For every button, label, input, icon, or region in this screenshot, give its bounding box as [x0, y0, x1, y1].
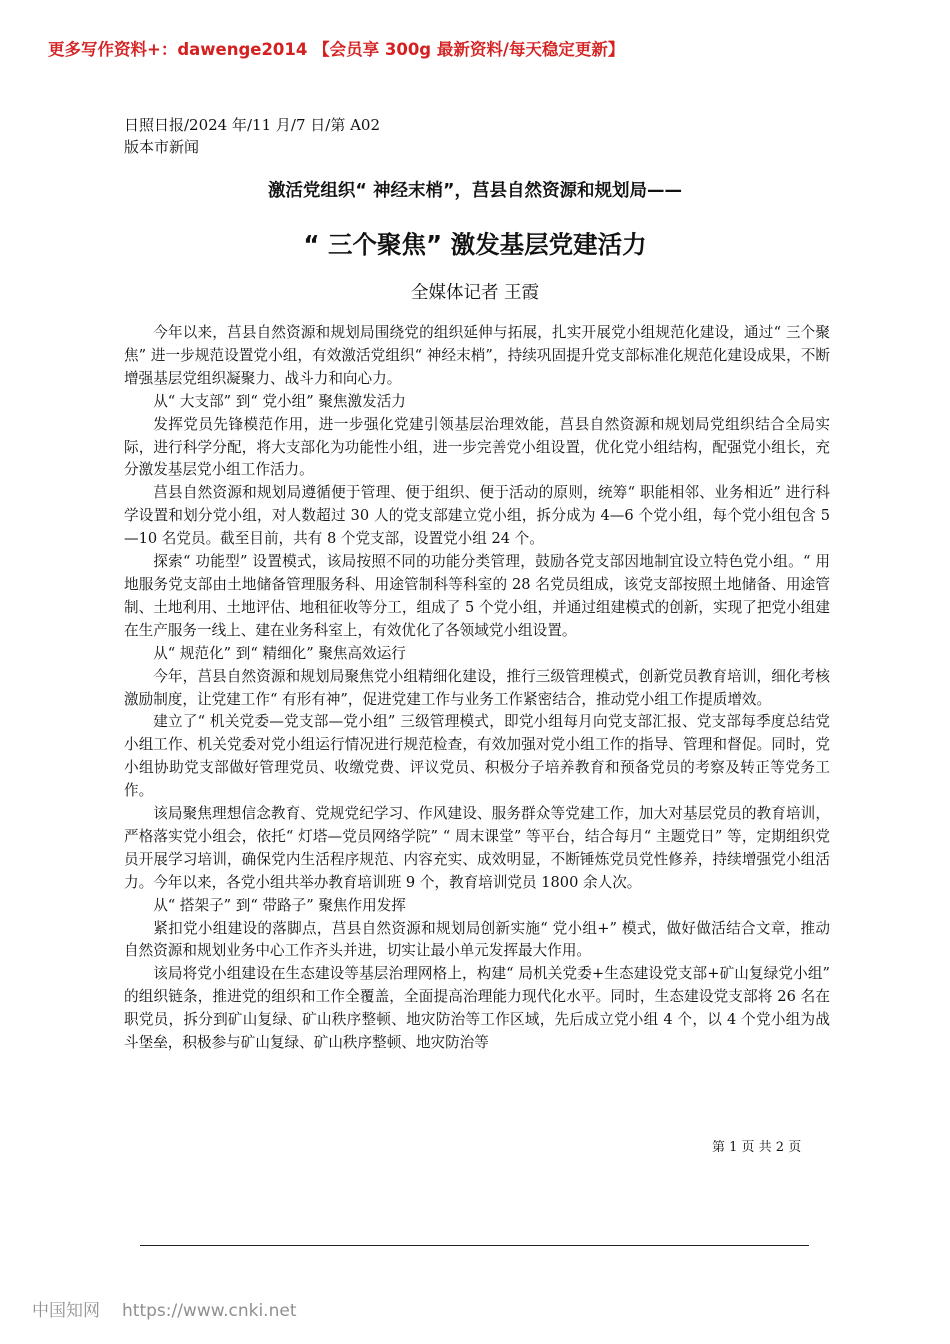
paragraph: 该局将党小组建设在生态建设等基层治理网格上，构建“ 局机关党委+生态建设党支部+矿山复绿党小组” 的组织链条，推进党的组织和工作全覆盖，全面提高治理能力现代化水平。同时，生态建设党支部将 26 名在职党员，拆分到矿山复绿、矿山秩序整顿、地灾防治等工作区域，先后成立党小组 4 个，以 4 个党小组为战斗堡垒，积极参与矿山复绿、矿山秩序整顿、地灾防治等: [124, 965, 830, 1052]
section-heading: 从“ 搭架子” 到“ 带路子” 聚焦作用发挥: [153, 896, 406, 914]
cnki-watermark: [32, 1296, 318, 1321]
paragraph: 今年，莒县自然资源和规划局聚焦党小组精细化建设，推行三级管理模式，创新党员教育培训，细化考核激励制度，让党建工作“ 有形有神”，促进党建工作与业务工作紧密结合，推动党小组工作提质增效。: [124, 667, 830, 708]
paragraph: 紧扣党小组建设的落脚点，莒县自然资源和规划局创新实施“ 党小组+” 模式，做好做活结合文章，推动自然资源和规划业务中心工作齐头并进，切实让最小单元发挥最大作用。: [124, 919, 830, 960]
article-subheadline: 激活党组织“ 神经末梢”，莒县自然资源和规划局——: [267, 181, 683, 201]
page-number: 第 1 页 共 2 页: [712, 1140, 802, 1155]
paragraph: 建立了“ 机关党委—党支部—党小组” 三级管理模式，即党小组每月向党支部汇报、党支部每季度总结党小组工作、机关党委对党小组运行情况进行规范检查，有效加强对党小组工作的指导、管理和督促。同时，党小组协助党支部做好管理党员、收缴党费、评议党员、积极分子培养教育和预备党员的考察及转正等党务工作。: [124, 713, 830, 800]
article-byline: 全媒体记者 王霞: [410, 283, 540, 303]
section-heading: 从“ 大支部” 到“ 党小组” 聚焦激发活力: [153, 392, 406, 410]
section-heading: 从“ 规范化” 到“ 精细化” 聚焦高效运行: [153, 644, 406, 662]
article-body: [124, 322, 830, 1055]
paragraph: 发挥党员先锋模范作用，进一步强化党建引领基层治理效能，莒县自然资源和规划局党组织结合全局实际，进行科学分配，将大支部化为功能性小组，进一步完善党小组设置，优化党小组结构，配强党小组长，充分激发基层党小组工作活力。: [124, 415, 830, 479]
paragraph: 探索“ 功能型” 设置模式，该局按照不同的功能分类管理，鼓励各党支部因地制宜设立特色党小组。“ 用地服务党支部由土地储备管理服务科、用途管制科等科室的 28 名党员组成，该党支部按照土地储备、用途管制、土地利用、土地评估、地租征收等分工，组成了 5 个党小组，并通过组建模式的创新，实现了把党小组建在生产服务一线上、建在业务科室上，有效优化了各领域党小组设置。: [124, 553, 830, 639]
source-info: [124, 114, 380, 158]
paragraph: 该局聚焦理想信念教育、党规党纪学习、作风建设、服务群众等党建工作，加大对基层党员的教育培训，严格落实党小组会，依托“ 灯塔—党员网络学院” “ 周末课堂” 等平台，结合每月“ 主题党日” 等，定期组织党员开展学习培训，确保党内生活程序规范、内容充实、成效明显，不断锤炼党员党性修养，持续增强党小组活力。今年以来，各党小组共举办教育培训班 9 个，教育培训党员 1800 余人次。: [124, 805, 830, 891]
article-headline: “ 三个聚焦” 激发基层党建活力: [303, 230, 647, 259]
footer-divider: [140, 1245, 809, 1246]
source-section-line: 版本市新闻: [124, 138, 200, 156]
paragraph: 莒县自然资源和规划局遵循便于管理、便于组织、便于活动的原则，统筹“ 职能相邻、业务相近” 进行科学设置和划分党小组，对人数超过 30 人的党支部建立党小组，拆分成为 4—6 个党小组，每个党小组包含 5—10 名党员。截至目前，共有 8 个党支部，设置党小组 24 个。: [124, 484, 830, 548]
paragraph: 今年以来，莒县自然资源和规划局围绕党的组织延伸与拓展，扎实开展党小组规范化建设，通过“ 三个聚焦” 进一步规范设置党小组，有效激活党组织“ 神经末梢”，持续巩固提升党支部标准化规范化建设成果，不断增强基层党组织凝聚力、战斗力和向心力。: [124, 324, 830, 387]
promo-banner: 更多写作资料+：dawenge2014 【会员享 300g 最新资料/每天稳定更新】: [48, 40, 625, 59]
watermark-url: https://www.cnki.net: [122, 1301, 297, 1321]
watermark-brand: 中国知网: [32, 1301, 100, 1321]
source-date-line: 日照日报/2024 年/11 月/7 日/第 A02: [124, 116, 381, 134]
